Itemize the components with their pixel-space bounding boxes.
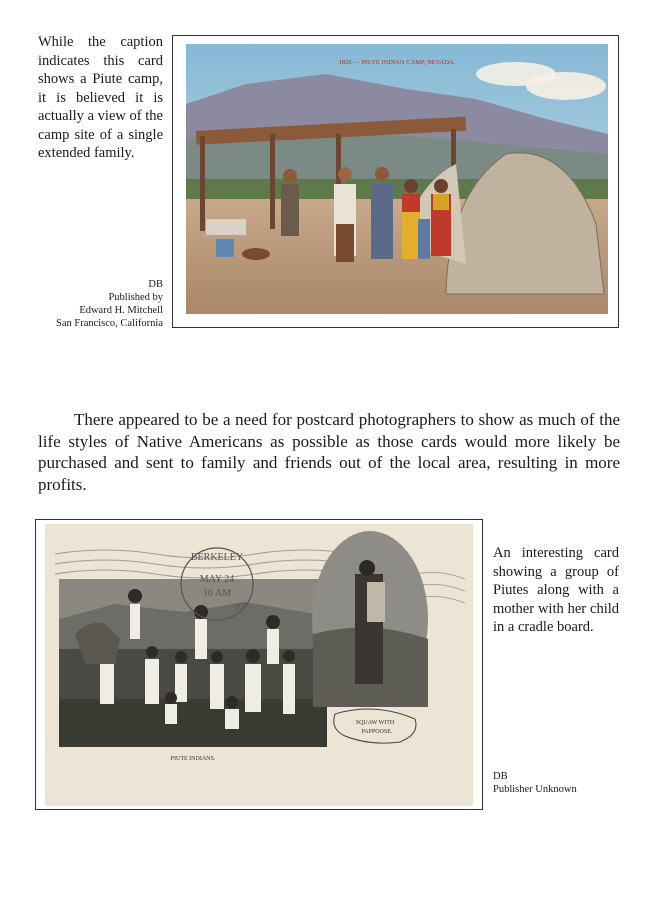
card1-postcard-image xyxy=(186,44,608,314)
card2-frame xyxy=(35,519,483,810)
card2-credit-code: DB xyxy=(493,771,508,782)
mother-oval-photo xyxy=(312,531,428,707)
postmark-city: BERKELEY xyxy=(190,552,244,563)
group-photo xyxy=(59,579,327,747)
card1-frame xyxy=(172,35,619,328)
postmark-time: 10 AM xyxy=(202,588,232,599)
card2-publisher: Publisher Unknown xyxy=(493,784,577,795)
card1-credit xyxy=(38,278,163,330)
card1-caption: While the caption indicates this card shows a Piute camp, it is believed it is actually a view of the camp site of a single extended family. xyxy=(38,34,163,161)
card2-photo-label: PIUTE INDIANS. xyxy=(170,756,216,762)
card1-credit-code: DB xyxy=(148,279,163,290)
postmark-year: 07 xyxy=(235,602,245,613)
card1-publisher-name: Edward H. Mitchell xyxy=(79,305,163,316)
card2-postcard-image xyxy=(45,524,473,806)
card2-credit xyxy=(493,770,633,796)
body-paragraph: There appeared to be a need for postcard photographers to show as much of the life styles of Native Americans as possible as those cards would more likely be purchased and sent to family and friends out of the local area, resulting in more profits. xyxy=(38,410,620,494)
card1-postcard-title: 1826 — PIUTE INDIAN CAMP, NEVADA. xyxy=(338,59,456,66)
card1-publisher-city: San Francisco, California xyxy=(55,318,163,329)
card1-published-by: Published by xyxy=(108,292,163,303)
card2-caption: An interesting card showing a group of Piutes along with a mother with her child in a cradle board. xyxy=(493,545,619,635)
oval-label-line1: SQUAW WITH xyxy=(355,720,395,726)
oval-label-line2: PAPPOOSE. xyxy=(361,729,393,735)
postmark-date: MAY 24 xyxy=(199,574,235,585)
